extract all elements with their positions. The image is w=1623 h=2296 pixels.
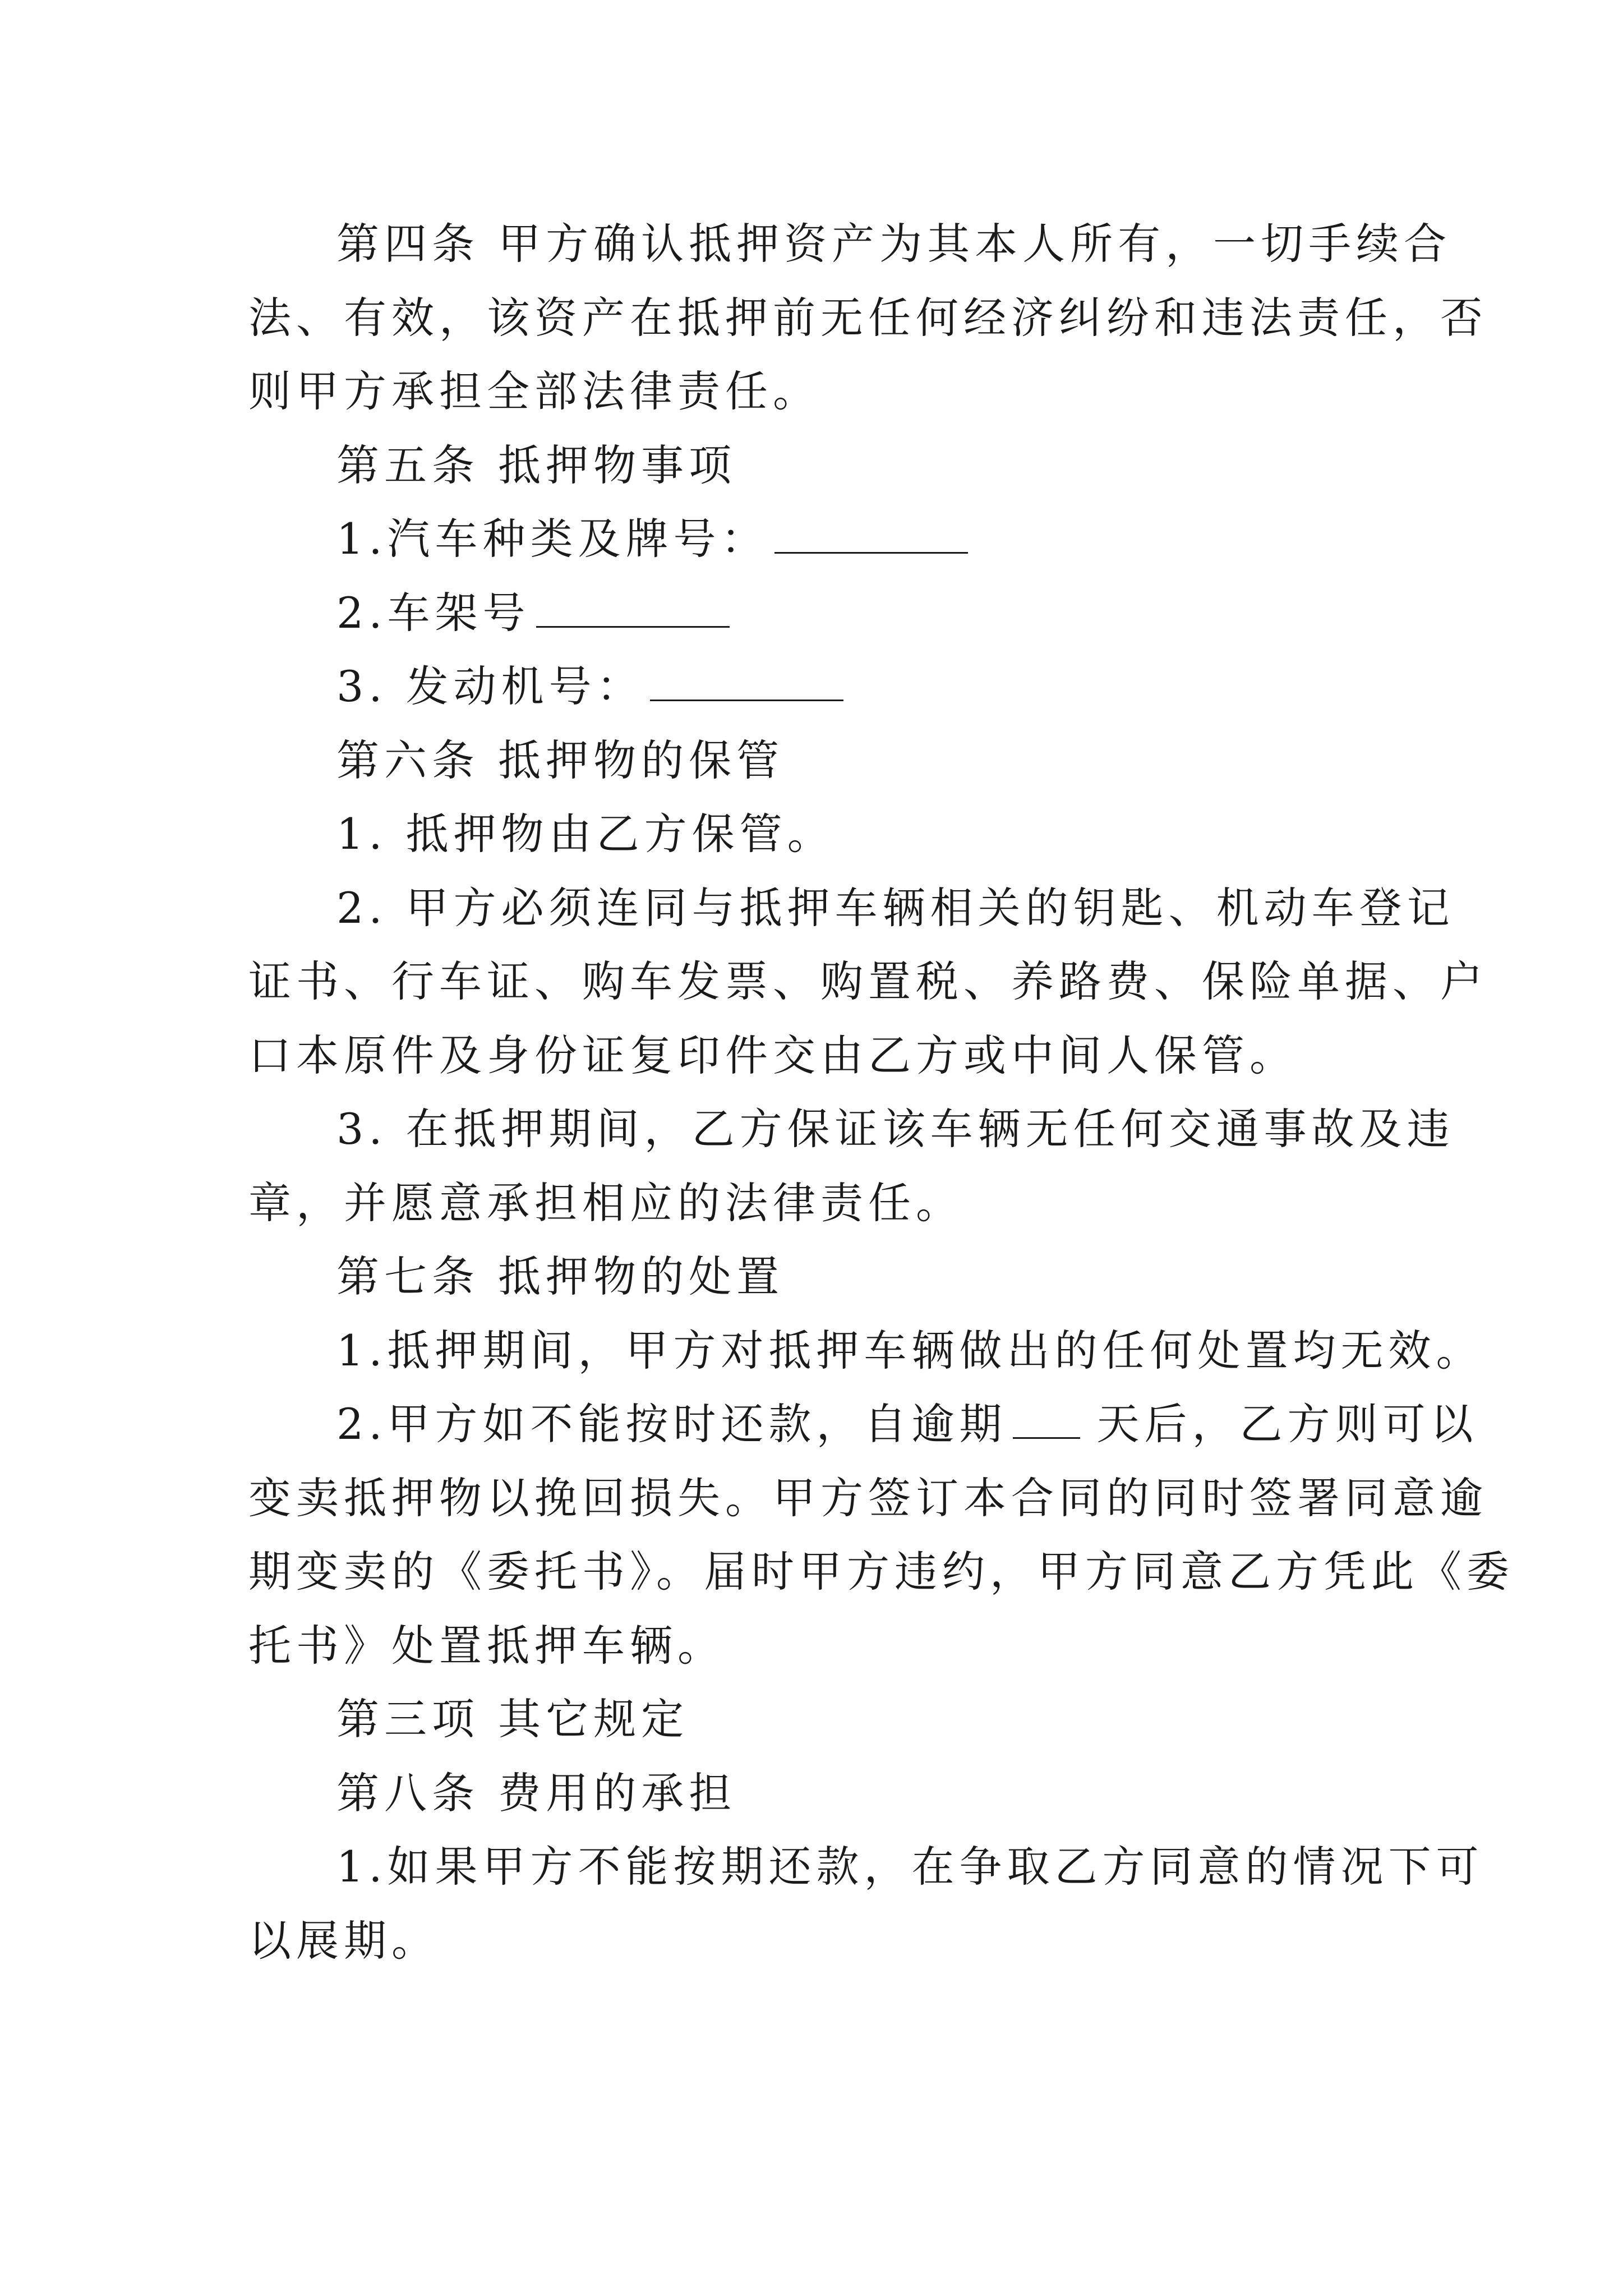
- section-3-heading: 第三项 其它规定: [336, 1694, 689, 1744]
- article-4-line-2: 法、有效，该资产在抵押前无任何经济纠纷和违法责任，否: [248, 293, 1488, 343]
- engine-number-label: 3. 发动机号：: [336, 661, 644, 711]
- overdue-days-blank: [1013, 1404, 1080, 1439]
- article-8-item-1-line-2: 以展期。: [248, 1916, 439, 1966]
- article-4-line-1: 第四条 甲方确认抵押资产为其本人所有，一切手续合: [336, 219, 1452, 269]
- article-7-item-1: 1.抵押期间，甲方对抵押车辆做出的任何处置均无效。: [336, 1326, 1484, 1375]
- article-8-heading: 第八条 费用的承担: [336, 1768, 737, 1818]
- article-7-item-2-line-1: [336, 1396, 1478, 1452]
- article-6-item-2-line-3: 口本原件及身份证复印件交由乙方或中间人保管。: [248, 1030, 1297, 1080]
- article-6-heading: 第六条 抵押物的保管: [336, 735, 785, 785]
- overdue-clause-start: 2.甲方如不能按时还款，自逾期: [336, 1399, 1007, 1449]
- article-5-heading: 第五条 抵押物事项: [336, 440, 737, 490]
- article-6-item-1: 1. 抵押物由乙方保管。: [336, 809, 835, 859]
- article-6-item-2-line-1: 2. 甲方必须连同与抵押车辆相关的钥匙、机动车登记: [336, 883, 1455, 933]
- article-6-item-3-line-2: 章，并愿意承担相应的法律责任。: [248, 1178, 963, 1228]
- frame-number-blank: [536, 592, 730, 628]
- article-4-line-3: 则甲方承担全部法律责任。: [248, 366, 820, 416]
- article-6-item-2-line-2: 证书、行车证、购车发票、购置税、养路费、保险单据、户: [248, 956, 1488, 1006]
- vehicle-type-plate-label: 1.汽车种类及牌号：: [336, 514, 769, 564]
- article-7-item-2-line-2: 变卖抵押物以挽回损失。甲方签订本合同的同时签署同意逾: [248, 1473, 1488, 1523]
- vehicle-type-plate-blank: [774, 518, 968, 554]
- article-7-heading: 第七条 抵押物的处置: [336, 1251, 785, 1301]
- article-6-item-3-line-1: 3. 在抵押期间，乙方保证该车辆无任何交通事故及违: [336, 1104, 1455, 1154]
- frame-number-item: [336, 585, 730, 641]
- engine-number-item: [336, 659, 843, 715]
- vehicle-type-plate-item: [336, 511, 968, 567]
- engine-number-blank: [650, 666, 843, 701]
- article-8-item-1-line-1: 1.如果甲方不能按期还款，在争取乙方同意的情况下可: [336, 1842, 1484, 1892]
- article-7-item-2-line-4: 托书》处置抵押车辆。: [248, 1621, 725, 1671]
- overdue-clause-end: 天后，乙方则可以: [1096, 1399, 1478, 1449]
- frame-number-label: 2.车架号: [336, 588, 531, 638]
- article-7-item-2-line-3: 期变卖的《委托书》。届时甲方违约，甲方同意乙方凭此《委: [248, 1547, 1514, 1596]
